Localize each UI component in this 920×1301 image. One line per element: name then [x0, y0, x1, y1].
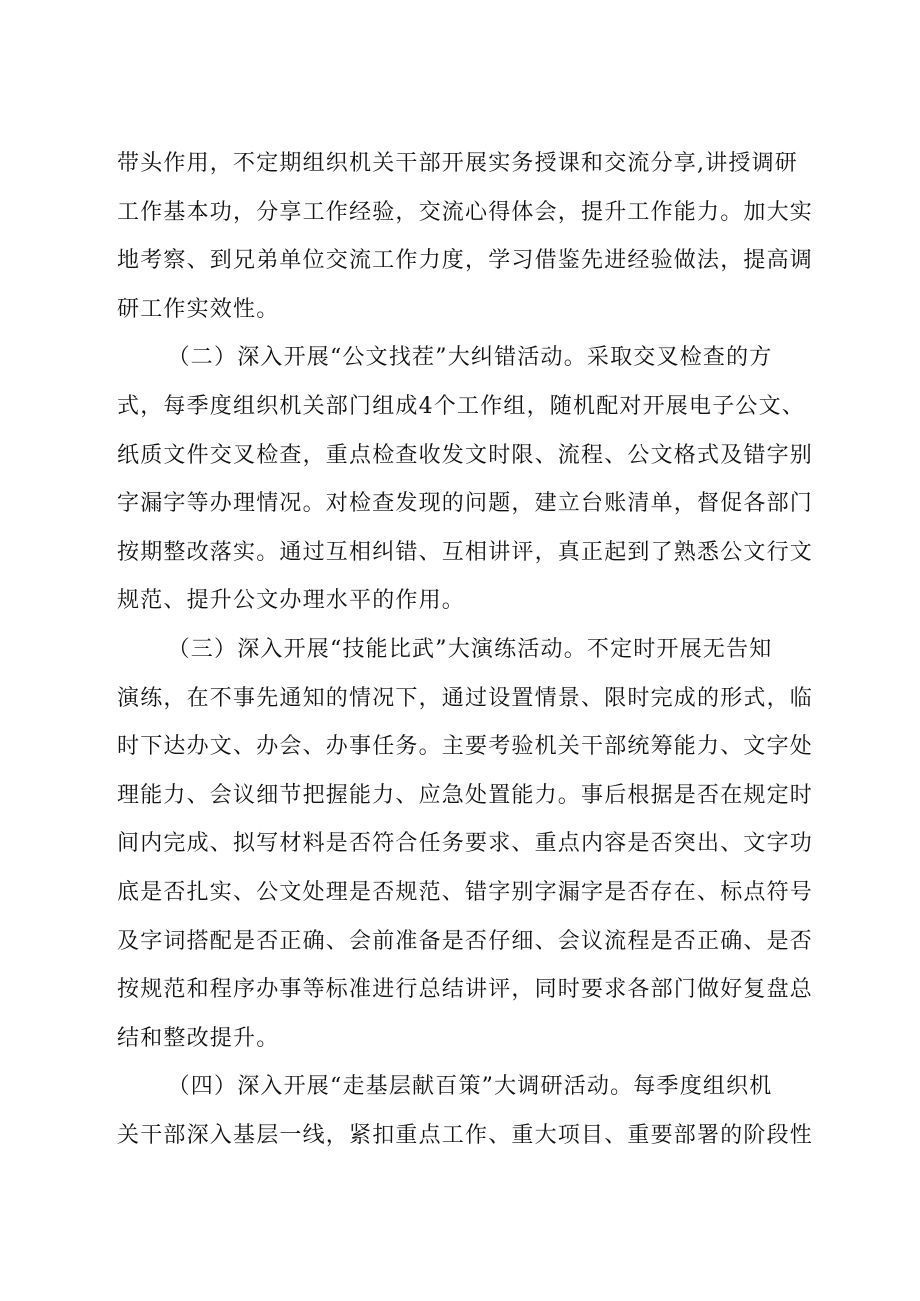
text-line: 带头作用，不定期组织机关干部开展实务授课和交流分享,讲授调研	[117, 151, 798, 176]
document-body	[117, 140, 813, 1160]
text-line: 演练，在不事先通知的情况下，通过设置情景、限时完成的形式，临	[117, 685, 814, 711]
paragraph-1	[117, 140, 813, 334]
text-line: 关干部深入基层一线，紧扣重点工作、重大项目、重要部署的阶段性	[117, 1122, 814, 1148]
text-line: 时下达办文、办会、办事任务。主要考验机关干部统筹能力、文字处	[117, 734, 814, 760]
paragraph-2	[117, 334, 813, 626]
text-line: 底是否扎实、公文处理是否规范、错字别字漏字是否存在、标点符号	[117, 879, 814, 905]
text-line: 及字词搭配是否正确、会前准备是否仔细、会议流程是否正确、是否	[117, 928, 814, 954]
text-line: 式，每季度组织机关部门组成4个工作组，随机配对开展电子公文、	[117, 393, 805, 419]
text-line: 纸质文件交叉检查，重点检查收发文时限、流程、公文格式及错字别	[117, 442, 814, 468]
text-line: （三）深入开展“技能比武”大演练活动。不定时开展无告知	[167, 636, 773, 662]
text-line: 规范、提升公文办理水平的作用。	[117, 588, 466, 614]
text-line: 地考察、到兄弟单位交流工作力度，学习借鉴先进经验做法，提高调	[117, 248, 814, 274]
paragraph-4	[117, 1063, 813, 1160]
text-line: 间内完成、拟写材料是否符合任务要求、重点内容是否突出、文字功	[117, 831, 814, 857]
text-line: 按规范和程序办事等标准进行总结讲评，同时要求各部门做好复盘总	[117, 977, 814, 1003]
text-line: 理能力、会议细节把握能力、应急处置能力。事后根据是否在规定时	[117, 782, 814, 808]
paragraph-3	[117, 626, 813, 1063]
text-line: （二）深入开展“公文找茬”大纠错活动。采取交叉检查的方	[167, 345, 773, 371]
text-line: 字漏字等办理情况。对检查发现的问题，建立台账清单，督促各部门	[117, 491, 814, 517]
text-line: 研工作实效性。	[117, 296, 280, 322]
text-line: （四）深入开展“走基层献百策”大调研活动。每季度组织机	[167, 1074, 773, 1100]
text-line: 工作基本功，分享工作经验，交流心得体会，提升工作能力。加大实	[117, 199, 814, 225]
text-line: 按期整改落实。通过互相纠错、互相讲评，真正起到了熟悉公文行文	[117, 539, 814, 565]
text-line: 结和整改提升。	[117, 1025, 280, 1051]
